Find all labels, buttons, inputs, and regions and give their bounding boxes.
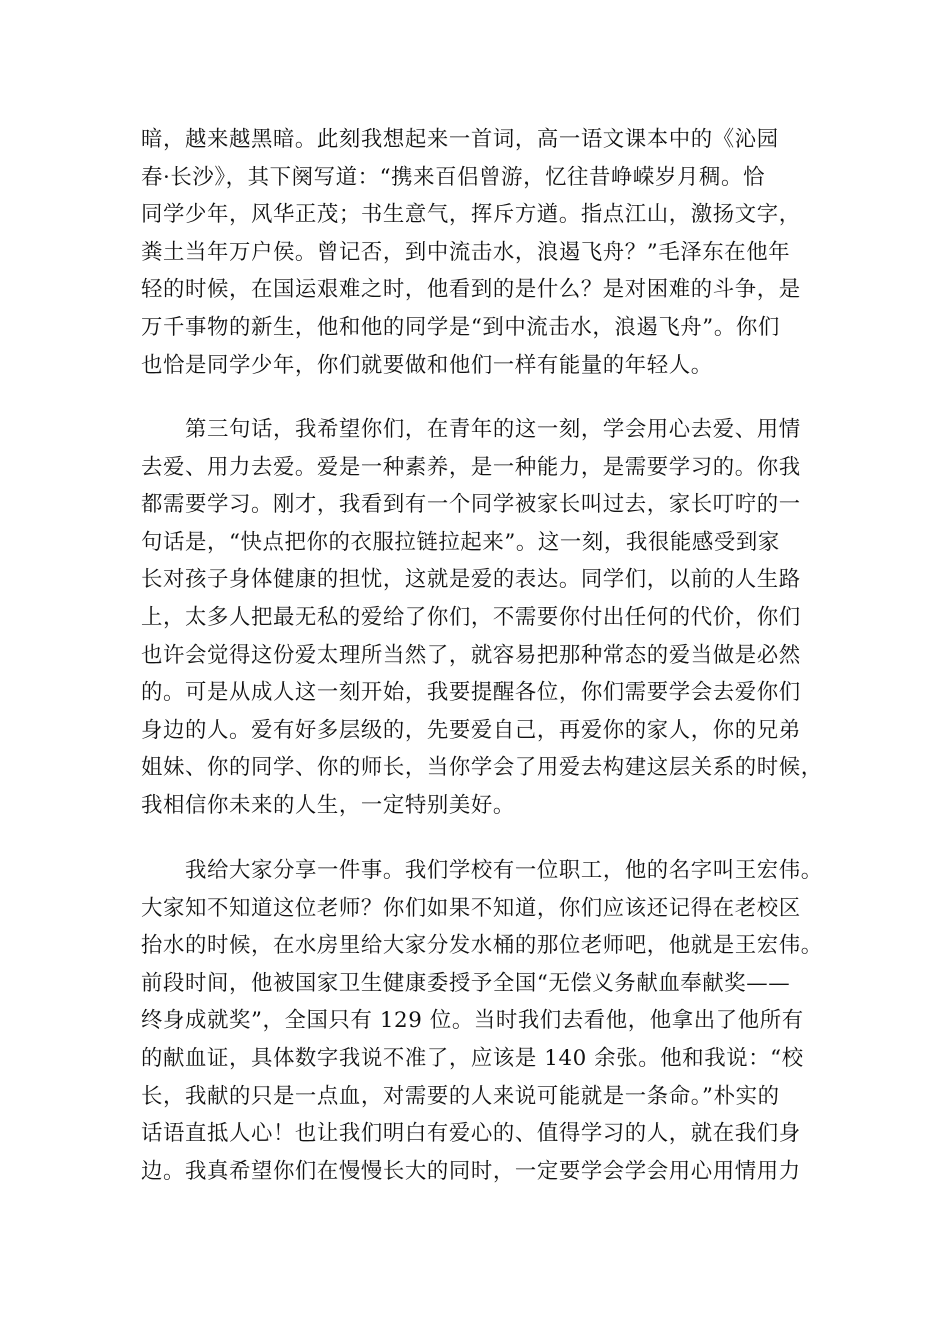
text-line: 句话是，“快点把你的衣服拉链拉起来”。这一刻，我很能感受到家 (141, 529, 780, 555)
text-line-first: 我给大家分享一件事。我们学校有一位职工，他的名字叫王宏伟。 (185, 858, 823, 883)
paragraph-1 (141, 121, 821, 384)
text-line: 春·长沙》，其下阕写道：“携来百侣曾游，忆往昔峥嵘岁月稠。恰 (141, 164, 765, 190)
text-line: 暗，越来越黑暗。此刻我想起来一首词，高一语文课本中的《沁园 (141, 127, 779, 152)
text-line: 去爱、用力去爱。爱是一种素养，是一种能力，是需要学习的。你我 (141, 454, 801, 480)
text-line: 长对孩子身体健康的担忧，这就是爱的表达。同学们，以前的人生路 (141, 567, 801, 593)
text-line: 的。可是从成人这一刻开始，我要提醒各位，你们需要学会去爱你们 (141, 680, 801, 706)
text-line: 长，我献的只是一点血，对需要的人来说可能就是一条命。”朴实的 (141, 1083, 780, 1109)
paragraph-2 (141, 411, 821, 825)
text-line: 我相信你未来的人生，一定特别美好。 (141, 792, 515, 818)
text-line: 同学少年，风华正茂；书生意气，挥斥方遒。指点江山，激扬文字， (141, 202, 801, 228)
text-line-first: 第三句话，我希望你们，在青年的这一刻，学会用心去爱、用情 (185, 417, 801, 442)
text-line: 大家知不知道这位老师？你们如果不知道，你们应该还记得在老校区 (141, 895, 801, 921)
text-line: 万千事物的新生，他和他的同学是“到中流击水，浪遏飞舟”。你们 (141, 314, 780, 340)
text-line: 姐妹、你的同学、你的师长，当你学会了用爱去构建这层关系的时候， (141, 755, 823, 781)
text-line: 终身成就奖”，全国只有 129 位。当时我们去看他，他拿出了他所有 (141, 1008, 804, 1034)
text-line: 话语直抵人心！也让我们明白有爱心的、值得学习的人，就在我们身 (141, 1121, 801, 1147)
text-line: 粪土当年万户侯。曾记否，到中流击水，浪遏飞舟？”毛泽东在他年 (141, 239, 791, 265)
text-line: 上，太多人把最无私的爱给了你们，不需要你付出任何的代价，你们 (141, 604, 801, 630)
text-line: 前段时间，他被国家卫生健康委授予全国“无偿义务献血奉献奖—— (141, 970, 791, 996)
text-line: 的献血证，具体数字我说不准了，应该是 140 余张。他和我说：“校 (141, 1045, 804, 1071)
paragraph-3 (141, 852, 821, 1190)
text-line: 也许会觉得这份爱太理所当然了，就容易把那种常态的爱当做是必然 (141, 642, 801, 668)
text-line: 抬水的时候，在水房里给大家分发水桶的那位老师吧，他就是王宏伟。 (141, 933, 823, 959)
text-line: 也恰是同学少年，你们就要做和他们一样有能量的年轻人。 (141, 352, 713, 378)
text-line: 都需要学习。刚才，我看到有一个同学被家长叫过去，家长叮咛的一 (141, 492, 801, 518)
text-line: 边。我真希望你们在慢慢长大的同时，一定要学会学会用心用情用力 (141, 1158, 801, 1184)
text-line: 轻的时候，在国运艰难之时，他看到的是什么？是对困难的斗争，是 (141, 277, 801, 303)
text-line: 身边的人。爱有好多层级的，先要爱自己，再爱你的家人，你的兄弟 (141, 717, 801, 743)
